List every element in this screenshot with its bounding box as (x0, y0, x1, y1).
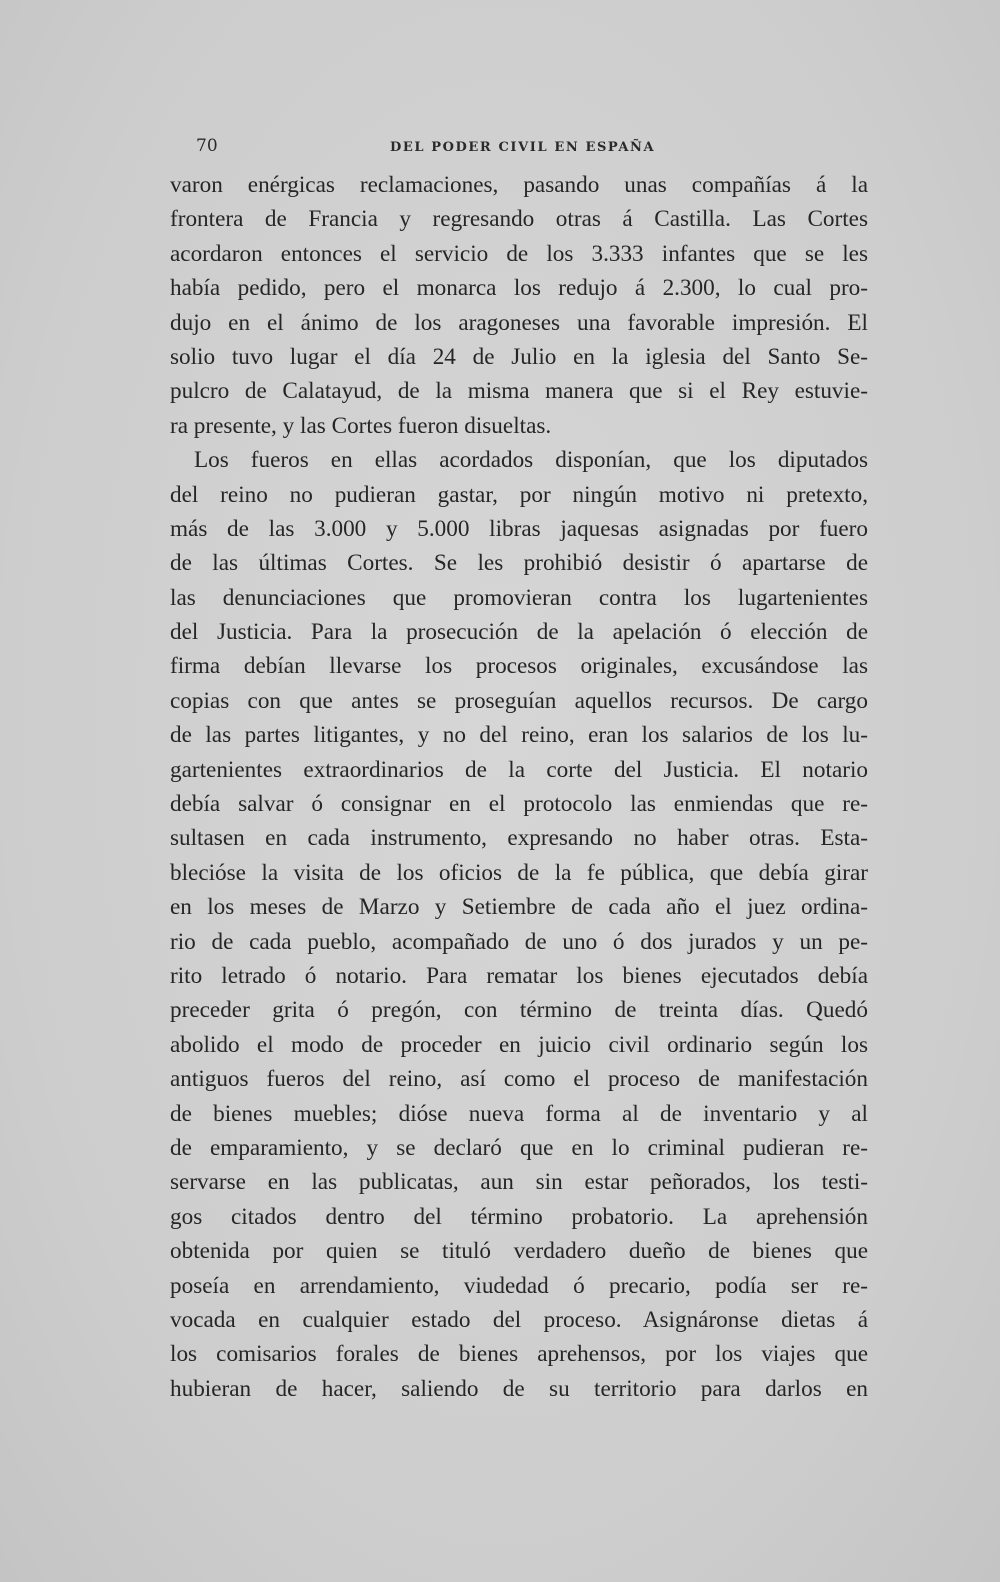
text-line: frontera de Francia y regresando otras á Castilla. Las Cortes (170, 206, 868, 233)
text-line: hubieran de hacer, saliendo de su territorio para darlos en (170, 1375, 868, 1402)
text-line: acordaron entonces el servicio de los 3.333 infantes que se les (170, 240, 868, 267)
text-line: servarse en las publicatas, aun sin estar peñorados, los testi- (170, 1169, 868, 1196)
text-line: de emparamiento, y se declaró que en lo criminal pudieran re- (170, 1134, 868, 1161)
text-line: rio de cada pueblo, acompañado de uno ó dos jurados y un pe- (170, 928, 868, 955)
text-line: de las partes litigantes, y no del reino, eran los salarios de los lu- (170, 722, 868, 749)
text-line: debía salvar ó consignar en el protocolo las enmiendas que re- (170, 791, 868, 818)
text-line: solio tuvo lugar el día 24 de Julio en la iglesia del Santo Se- (170, 343, 868, 370)
text-line: dujo en el ánimo de los aragoneses una favorable impresión. El (170, 309, 868, 336)
page-number: 70 (196, 136, 218, 156)
text-line: blecióse la visita de los oficios de la fe pública, que debía girar (170, 859, 868, 886)
text-line: del Justicia. Para la prosecución de la apelación ó elección de (170, 619, 868, 646)
text-line: Los fueros en ellas acordados disponían, que los diputados (194, 447, 868, 474)
text-line: pulcro de Calatayud, de la misma manera que si el Rey estuvie- (170, 378, 868, 405)
text-line: las denunciaciones que promovieran contra los lugartenientes (170, 584, 868, 611)
text-line: los comisarios forales de bienes aprehensos, por los viajes que (170, 1341, 868, 1368)
text-line: más de las 3.000 y 5.000 libras jaquesas asignadas por fuero (170, 515, 868, 542)
running-head: DEL PODER CIVIL EN ESPAÑA (390, 140, 656, 155)
text-line: vocada en cualquier estado del proceso. Asignáronse dietas á (170, 1306, 868, 1333)
text-line: de las últimas Cortes. Se les prohibió desistir ó apartarse de (170, 550, 868, 577)
text-line: ra presente, y las Cortes fueron disueltas. (170, 412, 552, 439)
text-line: varon enérgicas reclamaciones, pasando unas compañías á la (170, 172, 868, 198)
text-line: en los meses de Marzo y Setiembre de cada año el juez ordina- (170, 894, 868, 921)
text-line: abolido el modo de proceder en juicio civil ordinario según los (170, 1031, 868, 1058)
text-line: gos citados dentro del término probatorio. La aprehensión (170, 1203, 868, 1230)
text-line: obtenida por quien se tituló verdadero dueño de bienes que (170, 1238, 868, 1265)
text-line: gartenientes extraordinarios de la corte del Justicia. El notario (170, 756, 868, 783)
text-line: copias con que antes se proseguían aquellos recursos. De cargo (170, 687, 868, 714)
text-line: de bienes muebles; dióse nueva forma al de inventario y al (170, 1100, 868, 1127)
text-line: firma debían llevarse los procesos originales, excusándose las (170, 653, 868, 680)
text-line: había pedido, pero el monarca los redujo á 2.300, lo cual pro- (170, 275, 868, 302)
text-line: del reino no pudieran gastar, por ningún motivo ni pretexto, (170, 481, 868, 508)
text-line: rito letrado ó notario. Para rematar los bienes ejecutados debía (170, 962, 868, 989)
text-line: preceder grita ó pregón, con término de treinta días. Quedó (170, 997, 868, 1024)
text-line: sultasen en cada instrumento, expresando no haber otras. Esta- (170, 825, 868, 852)
page-header (194, 136, 874, 160)
text-line: antiguos fueros del reino, así como el proceso de manifestación (170, 1066, 868, 1093)
body-text (170, 168, 868, 1406)
text-line: poseía en arrendamiento, viudedad ó precario, podía ser re- (170, 1272, 868, 1299)
